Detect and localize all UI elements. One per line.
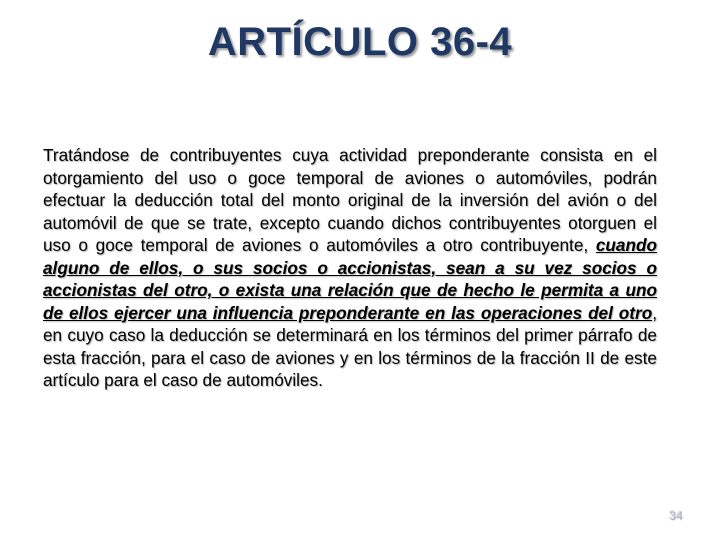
page-title: ARTÍCULO 36-4 <box>207 20 513 64</box>
paragraph-emphasized-text: cuando alguno de ellos, o sus socios o accionistas, sean a su vez socios o accionistas del otro, o exista una relación que de hecho le permita a uno de ellos ejercer una influencia preponderante en las operaciones <box>43 235 657 323</box>
page-number: 34 <box>668 508 682 522</box>
article-paragraph <box>43 144 657 392</box>
paragraph-emphasized-end: del otro <box>588 302 653 323</box>
paragraph-trailing-text: , en cuyo caso la deducción se determinará en los términos del primer párrafo de esta fracción, para el caso de aviones y en los términos de la fracción II de este artículo para el caso de automóviles. <box>43 302 657 390</box>
paragraph-lead-text: Tratándose de contribuyentes cuya actividad preponderante consista en el otorgamiento del uso o goce temporal de aviones o automóviles, podrán efectuar la deducción total del monto original de la inversión del avión o del automóvil de que se trate, excepto cuando dichos contribuyentes otorguen el uso o goce temporal de aviones o automóviles a otro contribuyente, <box>43 145 657 255</box>
